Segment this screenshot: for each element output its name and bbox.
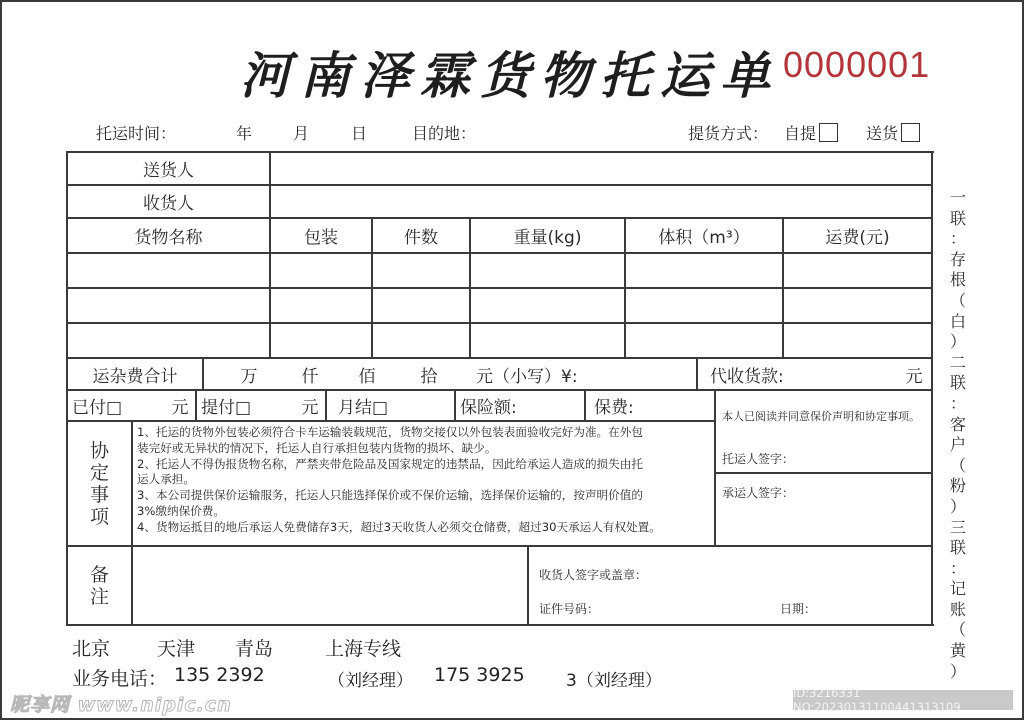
unit-wan: 万 bbox=[240, 366, 258, 387]
remarks-label bbox=[68, 547, 131, 624]
phone-2-tail: 3（刘经理） bbox=[566, 671, 662, 691]
shipper-signature-field[interactable] bbox=[800, 445, 925, 467]
term-line: 3%缴纳保价费。 bbox=[137, 503, 225, 518]
watermark-id: ID:3216331 NO:20230131100441313109 bbox=[793, 690, 1013, 710]
copies-note: 一 联 ： 存 根 （ 白 ） 二 联 ： 客 户 （ 粉 ） 三 联 ： 记 账 （ 黄 ） bbox=[949, 188, 966, 681]
term-line: 运人承担。 bbox=[137, 472, 195, 487]
self-pickup-checkbox[interactable] bbox=[819, 123, 838, 142]
terms-label bbox=[68, 422, 131, 545]
col-goods-name: 货物名称 bbox=[134, 228, 203, 248]
cod-label: 代收货款: bbox=[710, 366, 784, 387]
route-beijing: 北京 bbox=[72, 638, 111, 660]
col-weight: 重量(kg) bbox=[513, 228, 582, 248]
ship-time-label: 托运时间： bbox=[96, 124, 177, 143]
monthly-option[interactable]: 月结□ bbox=[338, 398, 389, 418]
receiver-label: 收货人 bbox=[143, 194, 194, 214]
unit-qian: 仟 bbox=[301, 366, 319, 387]
term-line: 2、托运人不得伪报货物名称，严禁夹带危险品及国家规定的违禁品，因此给承运人造成的损失由托 bbox=[137, 456, 643, 471]
route-tianjin: 天津 bbox=[157, 638, 196, 660]
self-pickup-option[interactable] bbox=[784, 121, 838, 144]
table-row[interactable] bbox=[68, 324, 931, 357]
year-label: 年 bbox=[236, 124, 253, 143]
cod-unit: 元 bbox=[905, 366, 923, 387]
delivery-option[interactable] bbox=[866, 121, 920, 144]
term-line: 4、货物运抵目的地后承运人免费储存3天，超过3天收货人必须交仓储费，超过30天承运人有权处置。 bbox=[137, 519, 661, 534]
col-packaging: 包装 bbox=[304, 228, 338, 248]
yuan-small-label: 元（小写）¥: bbox=[476, 366, 578, 387]
remarks-label-text: 备注 bbox=[89, 563, 109, 608]
date-label: 日期： bbox=[780, 602, 817, 616]
col-volume: 体积（m³） bbox=[658, 228, 750, 248]
route-qingdao: 青岛 bbox=[235, 638, 274, 660]
receiver-field[interactable] bbox=[271, 186, 931, 217]
contact-1: （刘经理） bbox=[328, 671, 413, 691]
collect-unit: 元 bbox=[301, 398, 319, 418]
term-line: 1、托运的货物外包装必须符合卡车运输装载规范，货物交接仅以外包装表面验收完好为准。在外包 bbox=[137, 425, 643, 439]
prepaid-unit: 元 bbox=[171, 398, 189, 418]
destination-label: 目的地： bbox=[412, 124, 477, 143]
prepaid-option[interactable]: 已付□ bbox=[72, 398, 123, 418]
insured-amount-label: 保险额: bbox=[460, 398, 517, 418]
unit-bai: 佰 bbox=[358, 366, 376, 387]
table-row[interactable] bbox=[68, 254, 931, 287]
total-fee-label: 运杂费合计 bbox=[92, 366, 178, 387]
sender-label: 送货人 bbox=[143, 161, 194, 181]
document-title: 河南泽霖货物托运单 bbox=[240, 46, 780, 105]
day-label: 日 bbox=[351, 124, 368, 143]
watermark-site: 昵享网 www.nipic.cn bbox=[10, 694, 232, 716]
unit-shi: 拾 bbox=[420, 366, 438, 387]
delivery-label: 送货 bbox=[866, 124, 899, 143]
self-pickup-label: 自提 bbox=[784, 124, 817, 143]
terms-label-text: 协定事项 bbox=[89, 439, 109, 528]
serial-number: 0000001 bbox=[783, 44, 931, 85]
term-line: 装完好或无异状的情况下，托运人自行承担包装内货物的损坏、缺少。 bbox=[137, 440, 497, 455]
premium-label: 保费: bbox=[594, 398, 634, 418]
col-pieces: 件数 bbox=[404, 228, 438, 248]
pickup-method-label: 提货方式： bbox=[688, 124, 769, 143]
shipper-signature-label: 托运人签字： bbox=[722, 452, 795, 466]
phone-2: 175 3925 bbox=[434, 664, 525, 686]
collect-option[interactable]: 提付□ bbox=[201, 398, 252, 418]
phone-label: 业务电话： bbox=[72, 668, 168, 690]
remarks-field[interactable] bbox=[133, 547, 527, 624]
col-freight: 运费(元) bbox=[825, 228, 890, 248]
agreement-statement: 本人已阅读并同意保价声明和协定事项。 bbox=[722, 410, 920, 423]
month-label: 月 bbox=[293, 124, 310, 143]
id-number-label: 证件号码： bbox=[539, 602, 600, 616]
term-line: 3、本公司提供保价运输服务，托运人只能选择保价或不保价运输，选择保价运输的，按声明价值的 bbox=[137, 488, 643, 503]
carrier-signature-label: 承运人签字： bbox=[722, 486, 795, 500]
phone-1: 135 2392 bbox=[174, 664, 265, 686]
delivery-checkbox[interactable] bbox=[901, 123, 920, 142]
sender-field[interactable] bbox=[271, 153, 931, 184]
route-shanghai: 上海专线 bbox=[325, 638, 402, 660]
table-row[interactable] bbox=[68, 289, 931, 322]
receiver-signature-label: 收货人签字或盖章： bbox=[539, 568, 648, 582]
carrier-signature-field[interactable] bbox=[800, 479, 925, 539]
terms-content bbox=[137, 425, 715, 536]
